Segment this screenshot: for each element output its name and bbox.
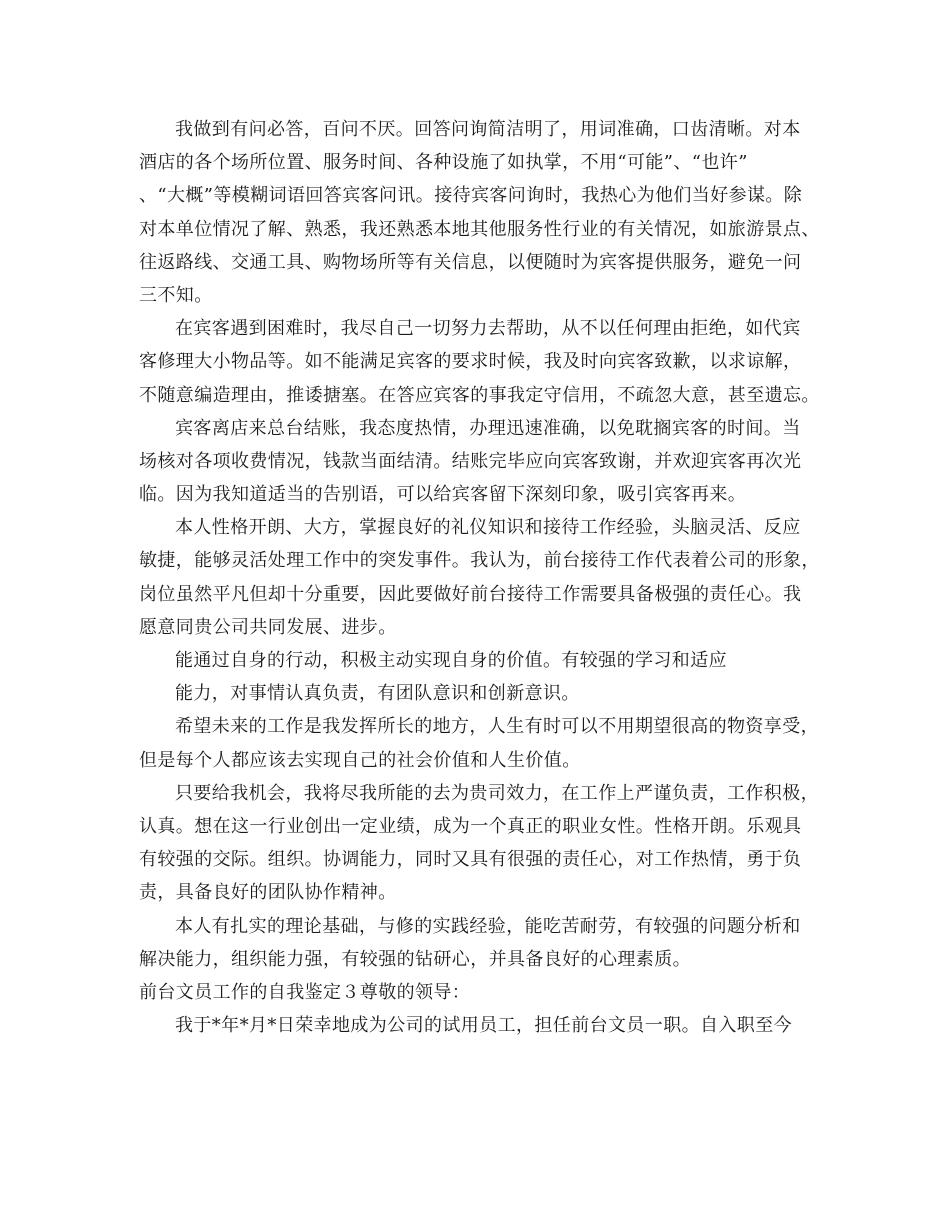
text-line: 认真。想在这一行业创出一定业绩，成为一个真正的职业女性。性格开朗。乐观具 (139, 815, 802, 837)
section-heading-line: 前台文员工作的自我鉴定３尊敬的领导： (139, 981, 471, 1003)
text-line: 我做到有问必答，百问不厌。回答问询简洁明了，用词准确，口齿清晰。对本 (175, 119, 801, 140)
text-line: 本人有扎实的理论基础，与修的实践经验，能吃苦耐劳，有较强的问题分析和 (175, 915, 801, 937)
text-line: 解决能力，组织能力强，有较强的钻研心，并具备良好的心理素质。 (139, 948, 691, 970)
document-body (139, 113, 819, 1042)
text-line: 对本单位情况了解、熟悉，我还熟悉本地其他服务性行业的有关情况，如旅游景点、 (139, 218, 820, 240)
text-line: 酒店的各个场所位置、服务时间、各种设施了如执掌，不用“可能”、“也许” (139, 152, 748, 174)
text-line: 、“大概”等模糊词语回答宾客问讯。接待宾客问询时，我热心为他们当好参谋。除 (139, 185, 803, 207)
text-line: 宾客离店来总台结账，我态度热情，办理迅速准确，以免耽搁宾客的时间。当 (175, 417, 801, 439)
text-line: 客修理大小物品等。如不能满足宾客的要求时候，我及时向宾客致歉，以求谅解， (139, 351, 802, 373)
text-line: 能力，对事情认真负责，有团队意识和创新意识。 (175, 683, 580, 705)
text-line: 有较强的交际。组织。协调能力，同时又具有很强的责任心，对工作热情，勇于负 (139, 849, 802, 871)
text-line: 在宾客遇到困难时，我尽自己一切努力去帮助，从不以任何理由拒绝，如代宾 (175, 318, 801, 340)
text-line: 只要给我机会，我将尽我所能的去为贵司效力，在工作上严谨负责，工作积极， (175, 782, 819, 804)
text-line: 往返路线、交通工具、购物场所等有关信息，以便随时为宾客提供服务，避免一问 (139, 251, 802, 273)
text-line: 敏捷，能够灵活处理工作中的突发事件。我认为，前台接待工作代表着公司的形象， (139, 550, 820, 572)
text-line: 本人性格开朗、大方，掌握良好的礼仪知识和接待工作经验，头脑灵活、反应 (175, 517, 801, 539)
text-line: 不随意编造理由，推诿搪塞。在答应宾客的事我定守信用，不疏忽大意，甚至遗忘。 (139, 384, 820, 406)
text-line: 但是每个人都应该去实现自己的社会价值和人生价值。 (139, 749, 581, 771)
text-line: 希望未来的工作是我发挥所长的地方，人生有时可以不用期望很高的物资享受， (175, 716, 819, 738)
text-line: 三不知。 (139, 284, 213, 306)
text-line: 能通过自身的行动，积极主动实现自身的价值。有较强的学习和适应 (175, 650, 727, 671)
text-line: 岗位虽然平凡但却十分重要，因此要做好前台接待工作需要具备极强的责任心。我 (139, 583, 802, 605)
text-line: 场核对各项收费情况，钱款当面结清。结账完毕应向宾客致谢，并欢迎宾客再次光 (139, 450, 802, 472)
text-line: 我于*年*月*日荣幸地成为公司的试用员工，担任前台文员一职。自入职至今 (175, 1015, 792, 1037)
text-line: 责，具备良好的团队协作精神。 (139, 882, 397, 904)
text-line: 愿意同贵公司共同发展、进步。 (139, 616, 397, 638)
text-line: 临。因为我知道适当的告别语，可以给宾客留下深刻印象，吸引宾客再来。 (139, 484, 747, 506)
